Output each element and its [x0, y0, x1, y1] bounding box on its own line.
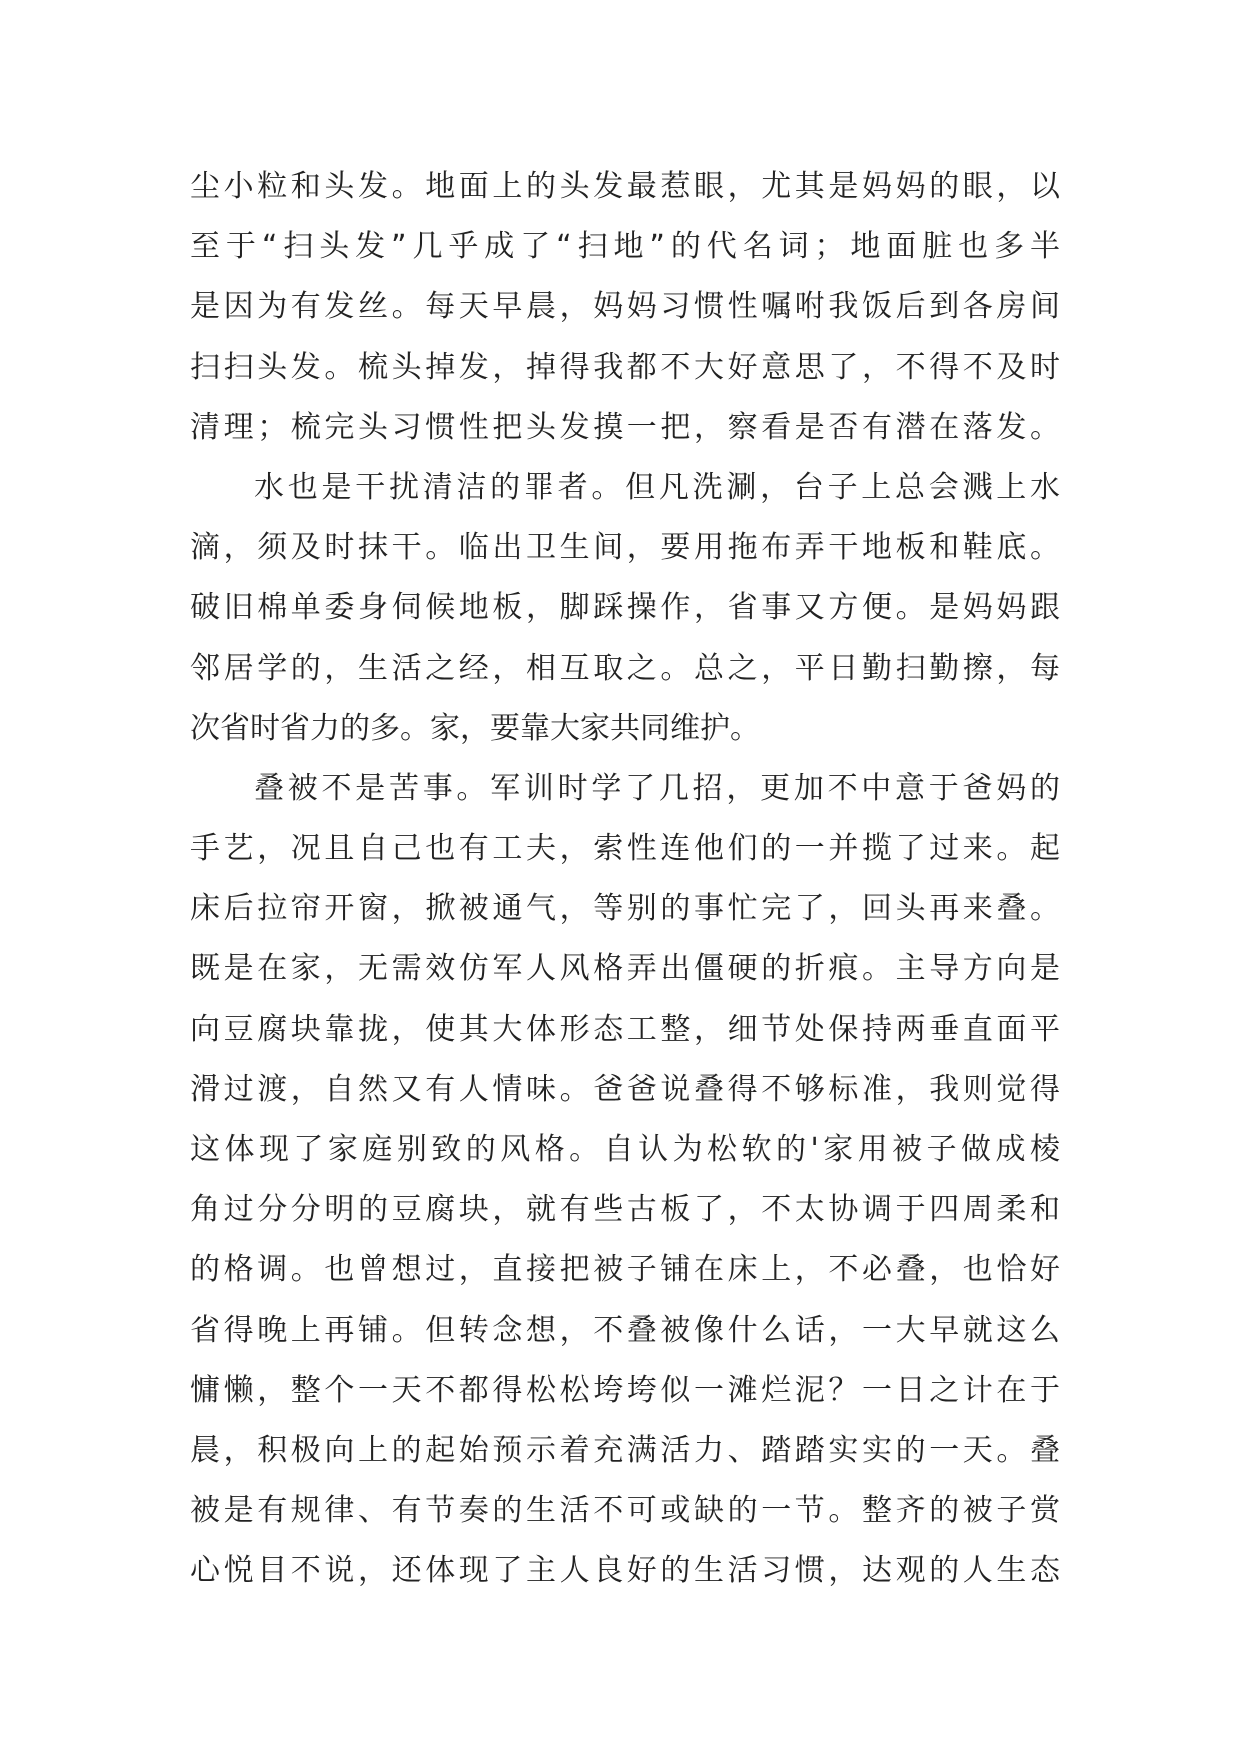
- text-line-16: 滑过渡，自然又有人情味。爸爸说叠得不够标准，我则觉得: [190, 1071, 1060, 1107]
- text-line-9: 邻居学的，生活之经，相互取之。总之，平日勤扫勤擦，每: [190, 650, 1060, 686]
- text-line-22: 晨，积极向上的起始预示着充满活力、踏踏实实的一天。叠: [190, 1432, 1060, 1468]
- text-line-3: 是因为有发丝。每天早晨，妈妈习惯性嘱咐我饭后到各房间: [190, 289, 1060, 325]
- text-line-11: 叠被不是苦事。军训时学了几招，更加不中意于爸妈的: [254, 770, 1060, 806]
- text-line-4: 扫扫头发。梳头掉发，掉得我都不大好意思了，不得不及时: [190, 349, 1060, 385]
- text-line-1: 尘小粒和头发。地面上的头发最惹眼，尤其是妈妈的眼，以: [190, 169, 1060, 204]
- text-line-19: 的格调。也曾想过，直接把被子铺在床上，不必叠，也恰好: [190, 1252, 1060, 1288]
- text-line-15: 向豆腐块靠拢，使其大体形态工整，细节处保持两垂直面平: [190, 1011, 1060, 1047]
- text-line-23: 被是有规律、有节奏的生活不可或缺的一节。整齐的被子赏: [190, 1493, 1060, 1529]
- text-line-20: 省得晚上再铺。但转念想，不叠被像什么话，一大早就这么: [190, 1312, 1060, 1348]
- body-text: [190, 157, 1060, 1602]
- text-line-18: 角过分分明的豆腐块，就有些古板了，不太协调于四周柔和: [190, 1192, 1060, 1228]
- text-line-21: 慵懒，整个一天不都得松松垮垮似一滩烂泥？一日之计在于: [190, 1372, 1060, 1408]
- text-line-14: 既是在家，无需效仿军人风格弄出僵硬的折痕。主导方向是: [190, 951, 1060, 987]
- text-line-24: 心悦目不说，还体现了主人良好的生活习惯，达观的人生态: [190, 1553, 1060, 1589]
- text-line-2: 至于“扫头发”几乎成了“扫地”的代名词；地面脏也多半: [190, 229, 1060, 265]
- text-line-17: 这体现了家庭别致的风格。自认为松软的'家用被子做成棱: [190, 1132, 1060, 1167]
- text-line-5: 清理；梳完头习惯性把头发摸一把，察看是否有潜在落发。: [190, 409, 1060, 445]
- text-line-8: 破旧棉单委身伺候地板，脚踩操作，省事又方便。是妈妈跟: [190, 590, 1060, 626]
- text-line-6: 水也是干扰清洁的罪者。但凡洗涮，台子上总会溅上水: [254, 469, 1060, 505]
- text-line-10: 次省时省力的多。家，要靠大家共同维护。: [190, 710, 760, 746]
- text-line-7: 滴，须及时抹干。临出卫生间，要用拖布弄干地板和鞋底。: [190, 530, 1060, 566]
- text-line-13: 床后拉帘开窗，掀被通气，等别的事忙完了，回头再来叠。: [190, 891, 1060, 927]
- text-line-12: 手艺，况且自己也有工夫，索性连他们的一并揽了过来。起: [190, 831, 1060, 867]
